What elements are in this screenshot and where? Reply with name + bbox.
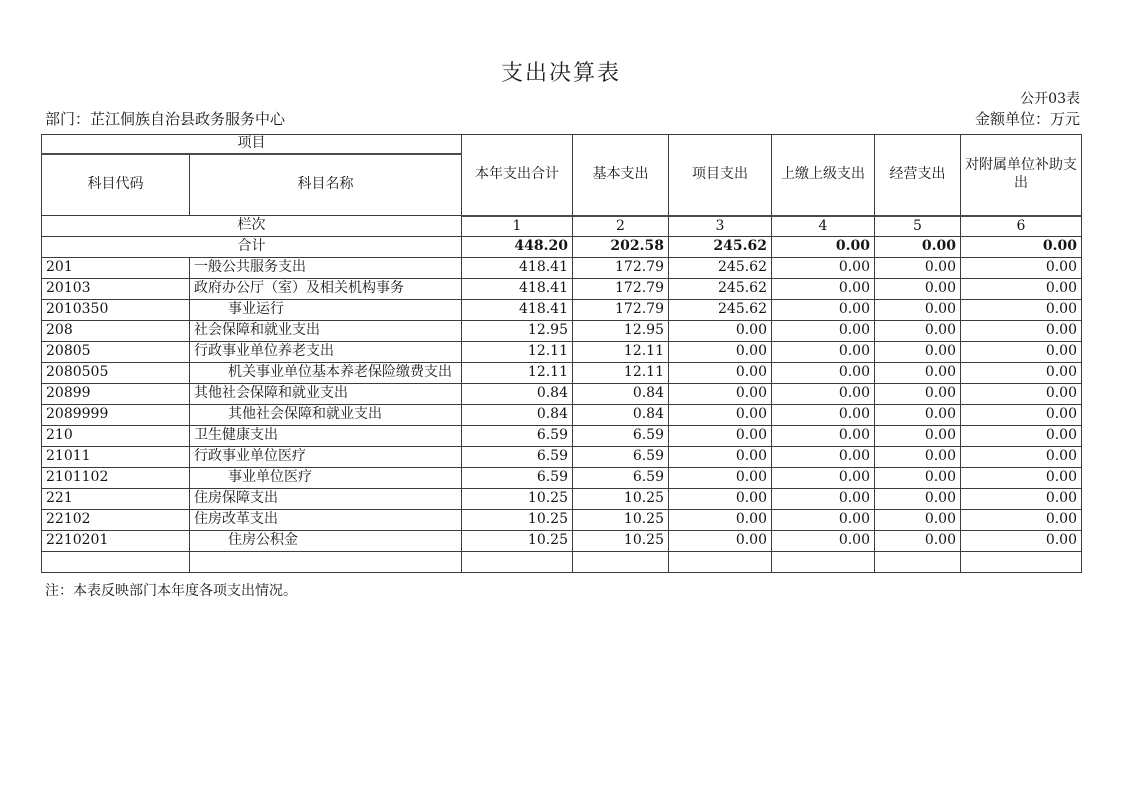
value-cell: 0.00 [772,321,875,342]
value-cell: 10.25 [573,531,669,552]
table-row [42,531,1082,552]
subject-name-cell: 机关事业单位基本养老保险缴费支出 [190,363,462,384]
value-cell: 6.59 [573,468,669,489]
value-cell: 12.11 [462,363,573,384]
page-title: 支出决算表 [500,61,621,86]
value-cell: 12.95 [462,321,573,342]
value-cell: 0.00 [669,426,772,447]
value-cell: 0.00 [875,531,961,552]
value-cell: 10.25 [573,489,669,510]
value-cell: 245.62 [669,300,772,321]
value-cell: 0.00 [961,321,1082,342]
header-col-upper: 上缴上级支出 [772,135,875,216]
value-cell: 0.84 [573,384,669,405]
value-cell: 0.00 [772,531,875,552]
value-cell: 0.00 [669,321,772,342]
value-cell: 0.00 [772,426,875,447]
value-cell: 0.00 [772,489,875,510]
total-value-cell: 0.00 [875,237,961,258]
header-col-total: 本年支出合计 [462,135,573,216]
value-cell: 6.59 [573,426,669,447]
table-row [42,342,1082,363]
value-cell: 10.25 [573,510,669,531]
subject-name-cell: 政府办公厅（室）及相关机构事务 [190,279,462,300]
value-cell: 0.84 [462,384,573,405]
subject-code-cell: 2089999 [42,405,190,426]
table-row [42,510,1082,531]
subject-code-cell: 221 [42,489,190,510]
value-cell: 0.00 [772,510,875,531]
value-cell: 0.00 [875,447,961,468]
table-row [42,468,1082,489]
table-row [42,321,1082,342]
value-cell: 0.00 [669,531,772,552]
value-cell: 0.00 [875,321,961,342]
value-cell: 0.00 [772,468,875,489]
value-cell: 245.62 [669,258,772,279]
value-cell [462,552,573,573]
subject-code-cell: 20103 [42,279,190,300]
value-cell [573,552,669,573]
subject-name-cell: 行政事业单位养老支出 [190,342,462,363]
value-cell: 10.25 [462,489,573,510]
subject-name-cell: 其他社会保障和就业支出 [190,405,462,426]
value-cell: 0.84 [462,405,573,426]
value-cell: 10.25 [462,510,573,531]
value-cell [875,552,961,573]
value-cell: 0.00 [875,342,961,363]
value-cell: 6.59 [462,426,573,447]
value-cell: 172.79 [573,300,669,321]
table-row [42,405,1082,426]
value-cell: 0.00 [961,405,1082,426]
value-cell: 0.00 [772,300,875,321]
value-cell: 0.00 [875,510,961,531]
total-value-cell: 0.00 [772,237,875,258]
value-cell: 418.41 [462,279,573,300]
value-cell: 0.00 [961,426,1082,447]
value-cell: 0.00 [961,300,1082,321]
value-cell: 0.00 [961,384,1082,405]
total-label: 合计 [42,237,462,258]
value-cell: 0.00 [875,363,961,384]
value-cell: 0.00 [669,447,772,468]
value-cell: 0.00 [772,258,875,279]
value-cell: 12.11 [462,342,573,363]
column-number: 3 [669,216,772,237]
total-row [42,237,1082,258]
value-cell: 0.00 [961,447,1082,468]
value-cell: 172.79 [573,258,669,279]
total-value-cell: 448.20 [462,237,573,258]
value-cell: 6.59 [573,447,669,468]
subject-code-cell: 21011 [42,447,190,468]
footnote: 注：本表反映部门本年度各项支出情况。 [45,583,297,599]
value-cell: 0.00 [875,279,961,300]
subject-code-cell: 201 [42,258,190,279]
value-cell: 0.00 [961,489,1082,510]
value-cell: 0.00 [669,468,772,489]
value-cell: 12.11 [573,342,669,363]
public-table-number: 公开03表 [1020,91,1080,107]
value-cell: 12.11 [573,363,669,384]
value-cell: 0.00 [772,342,875,363]
header-subject-name: 科目名称 [190,154,462,216]
value-cell: 0.00 [669,342,772,363]
value-cell: 0.00 [961,258,1082,279]
subject-code-cell: 2080505 [42,363,190,384]
value-cell: 0.00 [669,363,772,384]
value-cell: 0.00 [961,531,1082,552]
subject-name-cell: 事业运行 [190,300,462,321]
table-row [42,447,1082,468]
value-cell: 0.00 [772,363,875,384]
value-cell: 245.62 [669,279,772,300]
value-cell: 0.00 [961,510,1082,531]
subject-name-cell [190,552,462,573]
subject-name-cell: 住房保障支出 [190,489,462,510]
subject-name-cell: 行政事业单位医疗 [190,447,462,468]
header-subject-code: 科目代码 [42,154,190,216]
subject-code-cell: 208 [42,321,190,342]
value-cell: 12.95 [573,321,669,342]
table-row [42,384,1082,405]
table-row [42,426,1082,447]
value-cell: 0.00 [875,384,961,405]
subject-code-cell [42,552,190,573]
subject-name-cell: 卫生健康支出 [190,426,462,447]
column-index-row [42,216,1082,237]
header-col-project: 项目支出 [669,135,772,216]
value-cell: 0.00 [875,489,961,510]
subject-code-cell: 2210201 [42,531,190,552]
value-cell: 0.00 [772,405,875,426]
header-col-operating: 经营支出 [875,135,961,216]
subject-name-cell: 其他社会保障和就业支出 [190,384,462,405]
subject-code-cell: 2101102 [42,468,190,489]
header-row-project [42,135,1082,154]
value-cell: 0.00 [772,447,875,468]
meta-row [45,108,1080,129]
value-cell [961,552,1082,573]
column-number: 5 [875,216,961,237]
subject-code-cell: 20805 [42,342,190,363]
subject-name-cell: 社会保障和就业支出 [190,321,462,342]
value-cell: 0.00 [669,384,772,405]
subject-name-cell: 一般公共服务支出 [190,258,462,279]
subject-name-cell: 住房改革支出 [190,510,462,531]
total-value-cell: 0.00 [961,237,1082,258]
value-cell: 172.79 [573,279,669,300]
header-col-basic: 基本支出 [573,135,669,216]
value-cell: 418.41 [462,300,573,321]
table-row [42,489,1082,510]
column-number: 1 [462,216,573,237]
value-cell: 0.00 [961,342,1082,363]
value-cell [669,552,772,573]
value-cell: 0.00 [875,468,961,489]
subject-code-cell: 20899 [42,384,190,405]
total-value-cell: 202.58 [573,237,669,258]
header-col-subsidy: 对附属单位补助支出 [961,135,1082,216]
value-cell: 0.84 [573,405,669,426]
value-cell: 0.00 [772,384,875,405]
department-label: 部门：芷江侗族自治县政务服务中心 [45,110,286,128]
value-cell: 6.59 [462,468,573,489]
table-body [42,237,1082,573]
column-number: 4 [772,216,875,237]
value-cell: 0.00 [875,426,961,447]
value-cell: 0.00 [772,279,875,300]
value-cell [772,552,875,573]
subject-code-cell: 22102 [42,510,190,531]
header-project-group: 项目 [42,135,462,154]
table-row [42,258,1082,279]
column-index-label: 栏次 [42,216,462,237]
value-cell: 6.59 [462,447,573,468]
column-number: 6 [961,216,1082,237]
column-number: 2 [573,216,669,237]
expenditure-table [41,134,1082,573]
unit-label: 金额单位：万元 [974,110,1080,128]
subject-code-cell: 210 [42,426,190,447]
table-row [42,552,1082,573]
value-cell: 0.00 [875,300,961,321]
value-cell: 418.41 [462,258,573,279]
value-cell: 0.00 [875,258,961,279]
subject-name-cell: 住房公积金 [190,531,462,552]
value-cell: 0.00 [669,489,772,510]
total-value-cell: 245.62 [669,237,772,258]
value-cell: 0.00 [875,405,961,426]
value-cell: 0.00 [961,468,1082,489]
value-cell: 10.25 [462,531,573,552]
value-cell: 0.00 [669,405,772,426]
table-row [42,300,1082,321]
table-row [42,279,1082,300]
value-cell: 0.00 [669,510,772,531]
table-row [42,363,1082,384]
subject-name-cell: 事业单位医疗 [190,468,462,489]
subject-code-cell: 2010350 [42,300,190,321]
value-cell: 0.00 [961,363,1082,384]
value-cell: 0.00 [961,279,1082,300]
